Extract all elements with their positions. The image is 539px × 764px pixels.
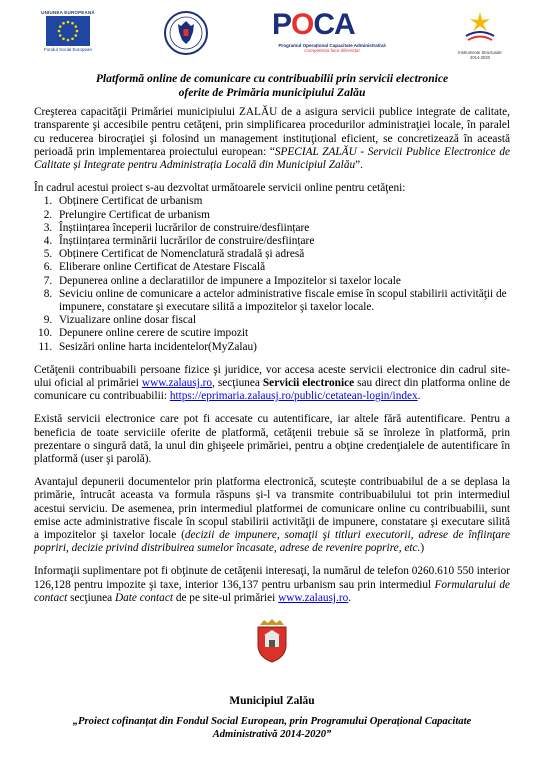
structural-instruments-logo [452, 10, 508, 60]
eu-logo-top-text: UNIUNEA EUROPEANĂ [41, 10, 95, 15]
service-item: 9. Vizualizare online dosar fiscal [55, 314, 510, 327]
service-item: 6. Eliberare online Certificat de Atestare Fiscală [55, 261, 510, 274]
eu-flag-icon [46, 16, 90, 46]
poca-program-name: Programul Operațional Capacitate Administrativă [278, 43, 386, 48]
contact-paragraph [34, 565, 510, 605]
intro-end: ”. [355, 159, 363, 171]
service-item: 7. Depunerea online a declaratiilor de impunere a Impozitelor si taxelor locale [55, 275, 510, 288]
structural-instruments-star-icon [452, 10, 508, 49]
authentication-paragraph: Există servicii electronice care pot fi accesate cu autentificare, iar altele fără autentificare. Pentru a beneficia de toate serviciile oferite de platformă, cetăţenii trebuie să se înroleze în platformă, prin prezentare o singură dată, la unul din ghişeele primăriei, pentru a obţine credenţialele de autentificare în platformă (user şi parolă). [34, 413, 510, 466]
intro-paragraph [34, 106, 510, 172]
document-body [34, 72, 510, 741]
eu-logo [36, 10, 100, 52]
footer-note [34, 716, 510, 741]
services-list [34, 195, 510, 353]
poca-slogan: Competența face diferența! [304, 48, 360, 53]
structural-instruments-caption: Instrumente Structurale [458, 50, 502, 55]
project-name: SPECIAL ZALĂU - Servicii Publice Electronice de Calitate și Integrate pentru Administrația Locală din Municipiul Zalău [34, 145, 510, 171]
page-title [34, 72, 510, 99]
zalau-coat-of-arms-icon [34, 617, 510, 665]
zalau-site-link[interactable]: www.zalausj.ro [141, 377, 213, 390]
advantage-text: Avantajul depunerii documentelor prin platforma electronică, scutește contribuabilul de a se deplasa la primărie, întrucât aceasta va formula răspuns și-l va transmite contribuabilului tot prin intermediul acestui serviciu. De asemenea, prin intermediul platformei de comunicare online cu contribuabilii, sunt emise acte administrative fiscale în scopul stabilirii activităţii de impunere, constatare şi executare silită a impozitelor şi taxelor locale ( [34, 476, 510, 542]
service-item: 11. Sesizări online harta incidentelor(MyZalau) [55, 341, 510, 354]
eprimaria-login-link[interactable]: https://eprimaria.zalausj.ro/public/cetatean-login/index [169, 390, 418, 403]
title-line-2: oferite de Primăria municipiului Zalău [178, 85, 366, 99]
signature: Municipiul Zalău [229, 695, 315, 708]
poca-logo [272, 10, 392, 53]
contact-text: secţiunea [67, 591, 115, 604]
advantage-text: ) [420, 542, 425, 555]
access-text: . [417, 390, 421, 403]
service-item: 3. Înștiințarea începerii lucrărilor de construire/desființare [55, 222, 510, 235]
contact-text: Informaţii suplimentare pot fi obţinute de cetăţenii interesaţi, la numărul de telefon 0260.610 550 interior 126,128 pentru impozite şi taxe, interior 136,137 pentru urbanism sau prin intermediul [34, 565, 510, 591]
access-text: sau direct din platforma online de comunicare cu contribuabilii: [34, 377, 510, 403]
access-text: Cetăţenii contribuabili persoane fizice şi juridice, vor accesa aceste servicii electronice din cadrul site-ului oficial al primăriei [34, 363, 510, 390]
title-line-1: Platformă online de comunicare cu contribuabilii prin servicii electronice [95, 72, 449, 85]
eu-logo-bottom-text: Fondul Social European [43, 47, 93, 52]
advantage-paragraph [34, 476, 510, 555]
structural-instruments-years: 2014-2020 [469, 55, 491, 60]
zalau-site-link[interactable]: www.zalausj.ro [278, 591, 349, 604]
contact-date-label: Date contact [114, 591, 173, 604]
contact-text: de pe site-ul primăriei [173, 591, 279, 604]
footer-line-2: Administrativă 2014-2020” [212, 728, 332, 740]
intro-text: Creşterea capacităţii Primăriei municipiului ZALĂU de a asigura servicii publice integrate de calitate, transparente şi accesibile pentru cetăţeni, prin simplificarea procedurilor administraţiei locale, în paralel cu reducerea birocraţiei şi folosind un management instituţional eficient, se concretizează în această perioadă prin implementarea proiectului european: “ [34, 106, 510, 158]
access-text: , secţiunea [212, 377, 263, 390]
service-item: 10. Depunere online cerere de scutire impozit [55, 327, 510, 340]
footer-line-1: „Proiect cofinanțat din Fondul Social European, prin Programului Operațional Capacitate [72, 716, 472, 728]
service-item: 8. Seviciu online de comunicare a actelor administrative fiscale emise în scopul stabilirii activităţii de impunere, constatare şi executare silită a impozitelor şi taxelor locale. [55, 288, 510, 314]
advantage-acts-list: decizii de impunere, somaţii şi titluri executorii, adrese de înfiinţare popriri, decizie privind distribuirea sumelor încasate, adrese de revenire poprire, etc. [34, 529, 510, 555]
service-item: 1. Obținere Certificat de urbanism [55, 195, 510, 208]
service-item: 5. Obținere Certificat de Nomenclatură stradală și adresă [55, 248, 510, 261]
contact-text: . [348, 591, 352, 604]
access-paragraph [34, 364, 510, 404]
contact-form-label: Formularului de contact [34, 578, 511, 604]
service-item: 4. Înștiințarea terminării lucrărilor de construire/desființare [55, 235, 510, 248]
poca-wordmark: POCA [272, 8, 355, 41]
header-logos [0, 10, 539, 68]
romanian-government-seal-icon [164, 10, 208, 56]
electronic-services-label: Servicii electronice [262, 377, 355, 390]
services-intro: În cadrul acestui proiect s-au dezvoltat următoarele servicii online pentru cetăţeni: [34, 182, 406, 195]
service-item: 2. Prelungire Certificat de urbanism [55, 209, 510, 222]
